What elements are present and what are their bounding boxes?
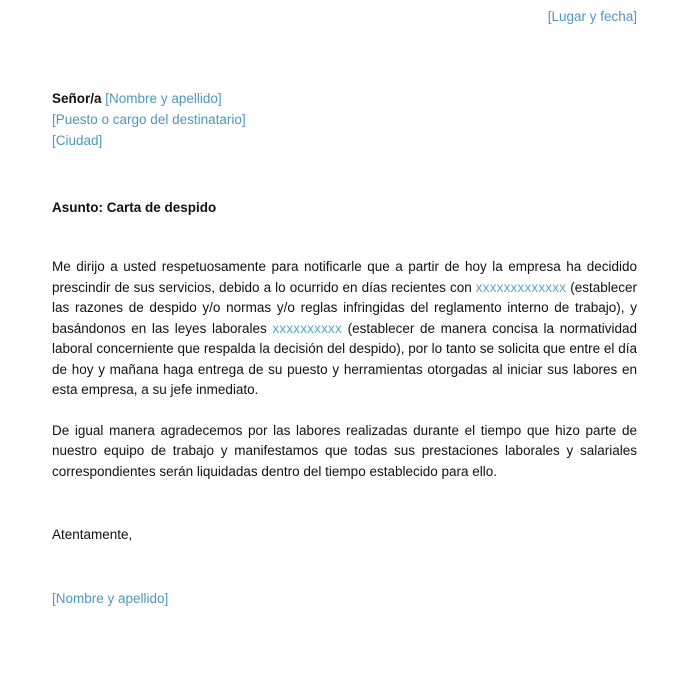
recipient-city-placeholder: [Ciudad] bbox=[52, 133, 103, 148]
redacted-placeholder-2: xxxxxxxxxx bbox=[272, 320, 342, 336]
recipient-position-placeholder: [Puesto o cargo del destinatario] bbox=[52, 112, 246, 127]
subject-line: Asunto: Carta de despido bbox=[52, 200, 217, 215]
redacted-placeholder-1: xxxxxxxxxxxxx bbox=[475, 279, 567, 295]
body-paragraph-2: De igual manera agradecemos por las labores realizadas durante el tiempo que hizo parte de nuestro equipo de trabajo y manifestamos que todas sus prestaciones laborales y salariales correspondientes serán liquidadas dentro del tiempo establecido para ello. bbox=[52, 422, 637, 479]
recipient-salutation-line bbox=[52, 88, 637, 109]
date-place-placeholder: [Lugar y fecha] bbox=[547, 9, 637, 24]
paragraph-1-segment-1: Me dirijo a usted respetuosamente para notificarle que a partir de hoy la empresa ha decidido prescindir de sus servicios, debido a lo ocurrido en días recientes con bbox=[52, 259, 637, 295]
recipient-name-placeholder: [Nombre y apellido] bbox=[105, 91, 222, 106]
letter-body bbox=[52, 257, 637, 482]
valediction: Atentamente, bbox=[52, 527, 133, 542]
signature-name-placeholder: [Nombre y apellido] bbox=[52, 591, 169, 606]
salutation-label: Señor/a bbox=[52, 91, 102, 106]
body-paragraph-1 bbox=[52, 257, 637, 401]
paragraph-1-segment-2: (establecer las razones de despido y/o normas y/o reglas infringidas del reglamento interno de trabajo), y basándonos en las leyes laborales bbox=[52, 279, 637, 336]
paragraph-1-segment-3: (establecer de manera concisa la normatividad laboral concerniente que respalda la decisión del despido), por lo tanto se solicita que entre el día de hoy y mañana haga entrega de su puesto y herramientas otorgadas al iniciar sus labores en esta empresa, a su jefe inmediato. bbox=[52, 320, 637, 397]
recipient-block bbox=[52, 88, 637, 151]
letter-content bbox=[52, 0, 637, 609]
